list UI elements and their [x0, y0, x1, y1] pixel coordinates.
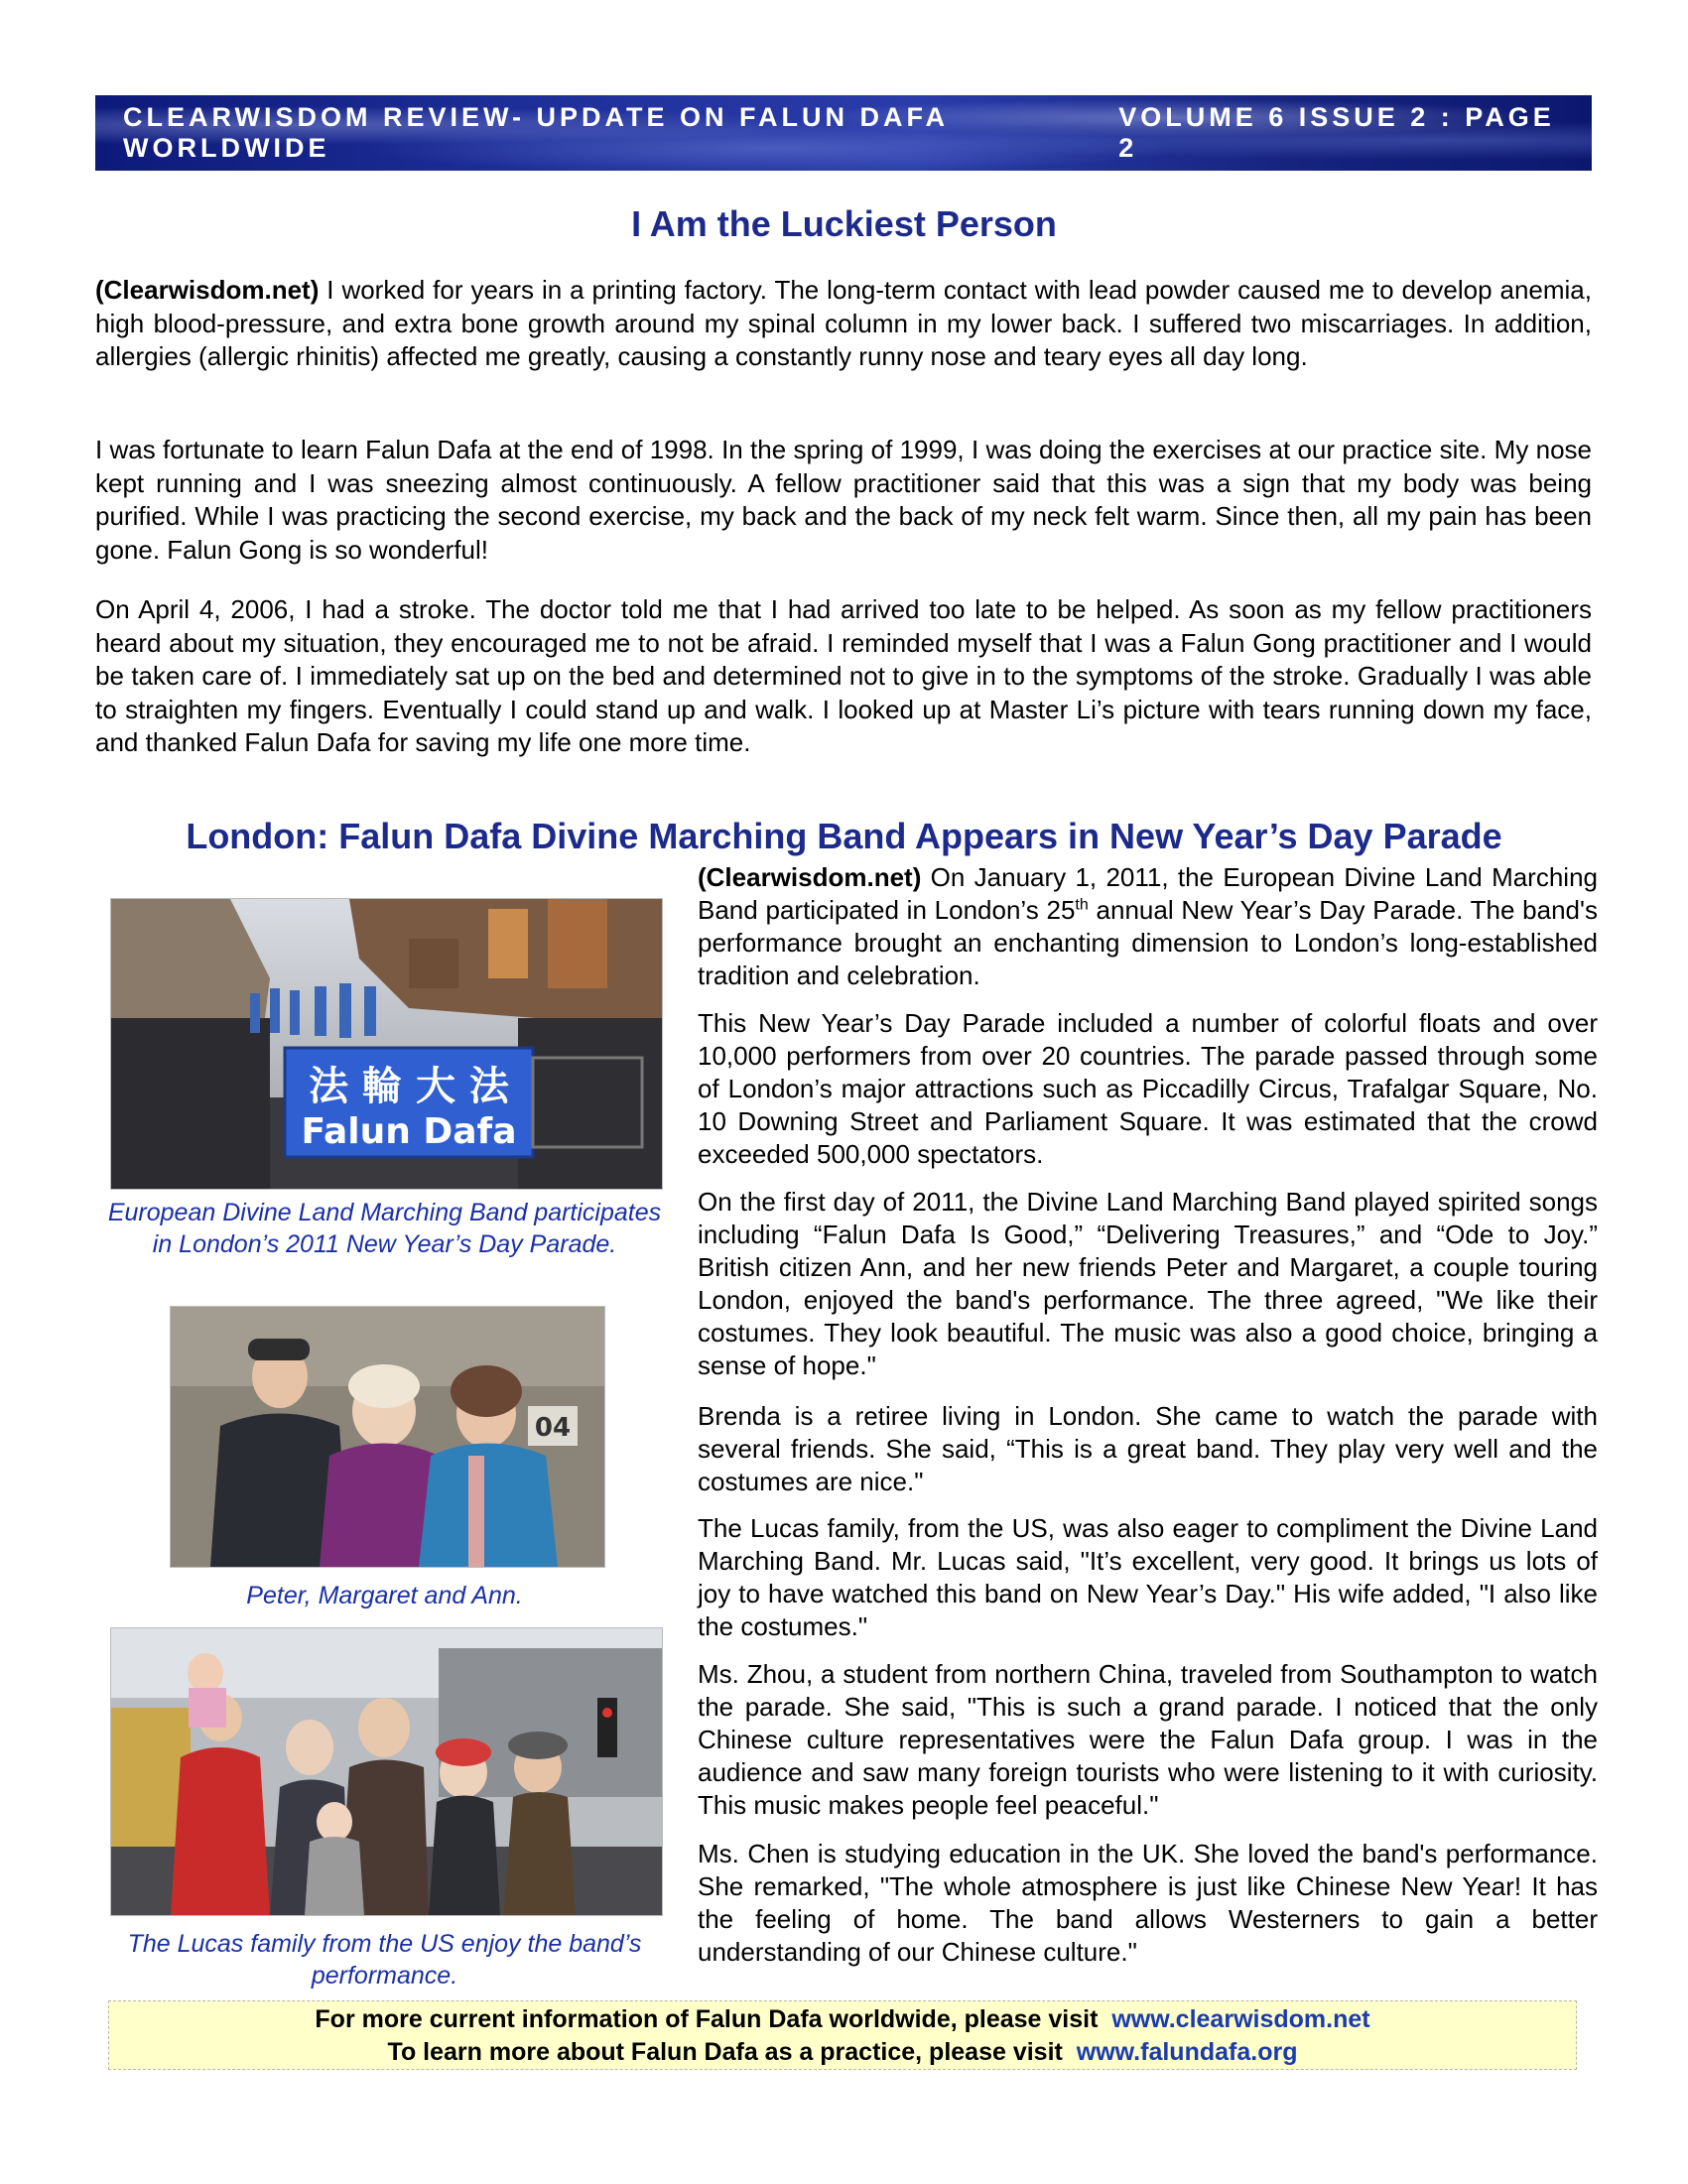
source-label: (Clearwisdom.net)	[698, 862, 922, 892]
clearwisdom-link[interactable]: www.clearwisdom.net	[1111, 2005, 1370, 2033]
article2-paragraph-3: On the first day of 2011, the Divine Land Marching Band played spirited songs including “Falun Dafa Is Good,” “Delivering Treasures,” and “Ode to Joy.” British citizen Ann, and her new friends Peter and Margaret, a couple touring London, enjoyed the band's performance. The three agreed, "We like their costumes. They look beautiful. The music was also a good choice, bringing a sense of hope."	[698, 1187, 1598, 1380]
family-photo-image	[111, 1628, 662, 1915]
family-photo	[110, 1627, 663, 1916]
paragraph-text: annual New Year’s Day Parade. The band's performance brought an enchanting dimension to London’s long-established tradition and celebration.	[698, 895, 1598, 990]
parade-photo-caption: European Divine Land Marching Band participates in London’s 2011 New Year’s Day Parade.	[107, 1199, 662, 1258]
article1-paragraph-2: I was fortunate to learn Falun Dafa at the end of 1998. In the spring of 1999, I was doing the exercises at our practice site. My nose kept running and I was sneezing almost continuously. A fellow practitioner said that this was a sign that my body was being purified. While I was practicing the second exercise, my back and the back of my neck felt warm. Since then, all my pain has been gone. Falun Gong is so wonderful!	[95, 435, 1592, 565]
footer-text: To learn more about Falun Dafa as a practice, please visit	[387, 2038, 1063, 2066]
header-volume: VOLUME 6 ISSUE 2 : PAGE 2	[1118, 102, 1555, 163]
article1-paragraph-3: On April 4, 2006, I had a stroke. The doctor told me that I had arrived too late to be helped. As soon as my fellow practitioners heard about my situation, they encouraged me to not be afraid. I reminded myself that I was a Falun Gong practitioner and I would be taken care of. I immediately sat up on the bed and determined not to give in to the symptoms of the stroke. Gradually I was able to straighten my fingers. Eventually I could stand up and walk. I looked up at Master Li’s picture with tears running down my face, and thanked Falun Dafa for saving my life one more time.	[95, 594, 1592, 757]
banner-chinese-text: 法 輪 大 法	[309, 1064, 509, 1109]
footer-line-2	[109, 2036, 1576, 2069]
article2-title: London: Falun Dafa Divine Marching Band Appears in New Year’s Day Parade	[186, 816, 1502, 856]
article2-paragraph-6: Ms. Zhou, a student from northern China, traveled from Southampton to watch the parade. She said, "This is such a grand parade. I noticed that the only Chinese culture representatives were the Falun Dafa group. I was in the audience and saw many foreign tourists who were listening to it with curiosity. This music makes people feel peaceful."	[698, 1659, 1598, 1820]
ordinal-suffix: th	[1075, 896, 1089, 914]
parade-photo	[110, 898, 663, 1190]
footer-line-1	[109, 2003, 1576, 2036]
header-title: CLEARWISDOM REVIEW- UPDATE ON FALUN DAFA WORLDWIDE	[123, 102, 948, 163]
article2-paragraph-5: The Lucas family, from the US, was also eager to compliment the Divine Land Marching Band. Mr. Lucas said, "It’s excellent, very good. It brings us lots of joy to have watched this band on New Year’s Day." His wife added, "I also like the costumes."	[698, 1513, 1598, 1641]
source-label: (Clearwisdom.net)	[95, 275, 320, 305]
footer-text: For more current information of Falun Dafa worldwide, please visit	[315, 2005, 1099, 2033]
street-number-sign: 04	[534, 1413, 572, 1443]
article1-title: I Am the Luckiest Person	[631, 203, 1057, 244]
article2-paragraph-2: This New Year’s Day Parade included a number of colorful floats and over 10,000 performers from over 20 countries. The parade passed through some of London’s major attractions such as Piccadilly Circus, Trafalgar Square, No. 10 Downing Street and Parliament Square. It was estimated that the crowd exceeded 500,000 spectators.	[698, 1008, 1598, 1169]
article2-paragraph-4: Brenda is a retiree living in London. She came to watch the parade with several friends. She said, “This is a great band. They play very well and the costumes are nice."	[698, 1401, 1598, 1496]
parade-photo-image	[111, 899, 662, 1189]
article1-paragraph-1	[95, 274, 1592, 374]
article2-paragraph-7: Ms. Chen is studying education in the UK. She loved the band's performance. She remarked, "The whole atmosphere is just like Chinese New Year! It has the feeling of home. The band allows Westerners to gain a better understanding of our Chinese culture."	[698, 1839, 1598, 1967]
falundafa-link[interactable]: www.falundafa.org	[1076, 2038, 1298, 2066]
header-banner	[95, 95, 1592, 171]
footer-box	[108, 2000, 1577, 2070]
trio-photo	[170, 1306, 605, 1568]
paragraph-text: I worked for years in a printing factory. The long-term contact with lead powder caused me to develop anemia, high blood-pressure, and extra bone growth around my spinal column in my lower back. I suffered two miscarriages. In addition, allergies (allergic rhinitis) affected me greatly, causing a constantly runny nose and teary eyes all day long.	[95, 275, 1592, 371]
family-photo-caption: The Lucas family from the US enjoy the band’s performance.	[127, 1930, 642, 1990]
paragraph-text: On January 1, 2011, the European Divine Land Marching Band participated in London’s 25	[698, 862, 1598, 925]
trio-photo-image	[171, 1307, 604, 1567]
banner-english-text: Falun Dafa	[301, 1111, 517, 1152]
article2-paragraph-1	[698, 861, 1598, 992]
trio-photo-caption: Peter, Margaret and Ann.	[246, 1582, 523, 1609]
